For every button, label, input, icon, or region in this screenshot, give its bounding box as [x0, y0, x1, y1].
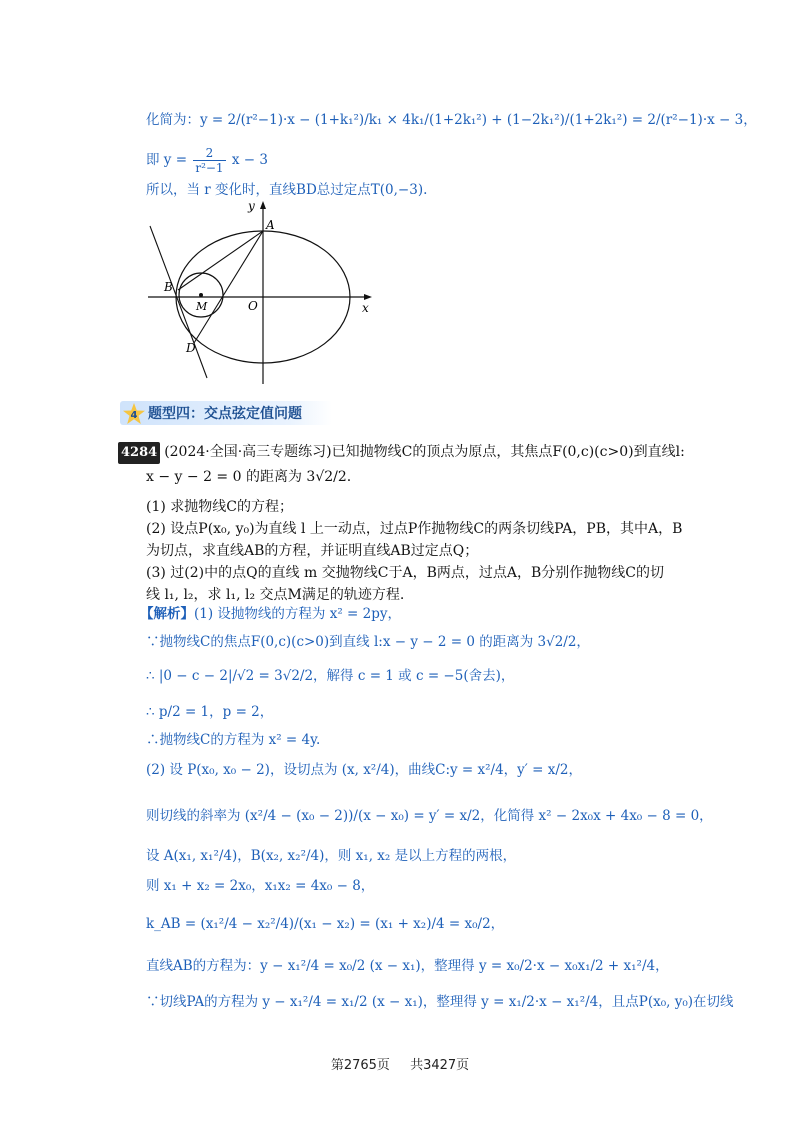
question-3a: (3) 过(2)中的点Q的直线 m 交抛物线C于A，B两点，过点A，B分别作抛物线C的切 — [146, 565, 664, 581]
analysis-step-4: ∴ p/2 = 1，p = 2， — [146, 704, 274, 720]
label-D: D — [186, 341, 196, 355]
section-number: 4 — [130, 410, 138, 421]
analysis-step-5: ∴抛物线C的方程为 x² = 4y. — [146, 732, 321, 748]
page-total: 共3427页 — [410, 1058, 470, 1073]
result-prefix: 即 y = — [146, 152, 188, 168]
result-suffix: x − 3 — [231, 152, 268, 168]
analysis-line-1 — [140, 604, 401, 624]
analysis-step-1: (1) 设抛物线的方程为 x² = 2py， — [194, 606, 401, 622]
page-footer — [0, 1054, 800, 1073]
problem-line-2: x − y − 2 = 0 的距离为 3√2/2. — [146, 469, 352, 485]
analysis-step-2: ∵抛物线C的焦点F(0,c)(c>0)到直线 l:x − y − 2 = 0 的距离为 3√2/2， — [146, 634, 590, 650]
analysis-step-10: k_AB = (x₁²/4 − x₂²/4)/(x₁ − x₂) = (x₁ + x₂)/4 = x₀/2， — [146, 916, 505, 932]
label-A: A — [266, 218, 275, 232]
ellipse-figure — [140, 198, 380, 388]
analysis-step-6: (2) 设 P(x₀, x₀ − 2)，设切点为 (x, x²/4)，曲线C:y = x²/4，y′ = x/2， — [146, 762, 583, 778]
section-title: 题型四：交点弦定值问题 — [148, 406, 302, 422]
label-y: y — [248, 199, 255, 213]
star-icon — [122, 402, 146, 426]
question-3b: 线 l₁, l₂，求 l₁, l₂ 交点M满足的轨迹方程. — [146, 587, 405, 603]
question-2a: (2) 设点P(x₀, y₀)为直线 l 上一动点，过点P作抛物线C的两条切线PA，PB，其中A，B — [146, 521, 683, 537]
solution-line-simplify: 化简为：y = 2/(r²−1)·x − (1+k₁²)/k₁ × 4k₁/(1+2k₁²) + (1−2k₁²)/(1+2k₁²) = 2/(r²−1)·x − 3， — [146, 112, 757, 128]
label-M: M — [196, 300, 208, 313]
analysis-step-3: ∴ |0 − c − 2|/√2 = 3√2/2，解得 c = 1 或 c = −5(舍去)， — [146, 668, 515, 684]
fraction: $\frac{2}{\text{r²−1}}$ — [195, 146, 224, 175]
question-1: (1) 求抛物线C的方程； — [146, 499, 293, 515]
label-x: x — [362, 301, 369, 315]
solution-line-result — [146, 146, 268, 175]
analysis-step-12: ∵切线PA的方程为 y − x₁²/4 = x₁/2 (x − x₁)，整理得 y = x₁/2·x − x₁²/4，且点P(x₀, y₀)在切线 — [146, 994, 734, 1010]
analysis-step-9: 则 x₁ + x₂ = 2x₀，x₁x₂ = 4x₀ − 8， — [146, 878, 375, 894]
problem-line-1 — [118, 441, 685, 464]
section-header — [120, 400, 332, 426]
question-2b: 为切点，求直线AB的方程，并证明直线AB过定点Q； — [146, 543, 479, 559]
page-number: 第2765页 — [330, 1058, 390, 1073]
analysis-tag: 【解析】 — [140, 606, 194, 622]
label-O: O — [248, 299, 258, 313]
analysis-step-8: 设 A(x₁, x₁²/4)，B(x₂, x₂²/4)，则 x₁, x₂ 是以上方程的两根， — [146, 848, 517, 864]
solution-line-conclusion: 所以，当 r 变化时，直线BD总过定点T(0,−3). — [146, 182, 428, 198]
analysis-step-11: 直线AB的方程为：y − x₁²/4 = x₀/2 (x − x₁)，整理得 y = x₀/2·x − x₀x₁/2 + x₁²/4， — [146, 958, 669, 974]
problem-id-badge: 4284 — [118, 442, 160, 464]
analysis-step-7: 则切线的斜率为 (x²/4 − (x₀ − 2))/(x − x₀) = y′ = x/2，化简得 x² − 2x₀x + 4x₀ − 8 = 0， — [146, 808, 713, 824]
problem-stem: (2024·全国·高三专题练习)已知抛物线C的顶点为原点，其焦点F(0,c)(c>0)到直线l: — [164, 444, 685, 460]
label-B: B — [164, 280, 173, 294]
